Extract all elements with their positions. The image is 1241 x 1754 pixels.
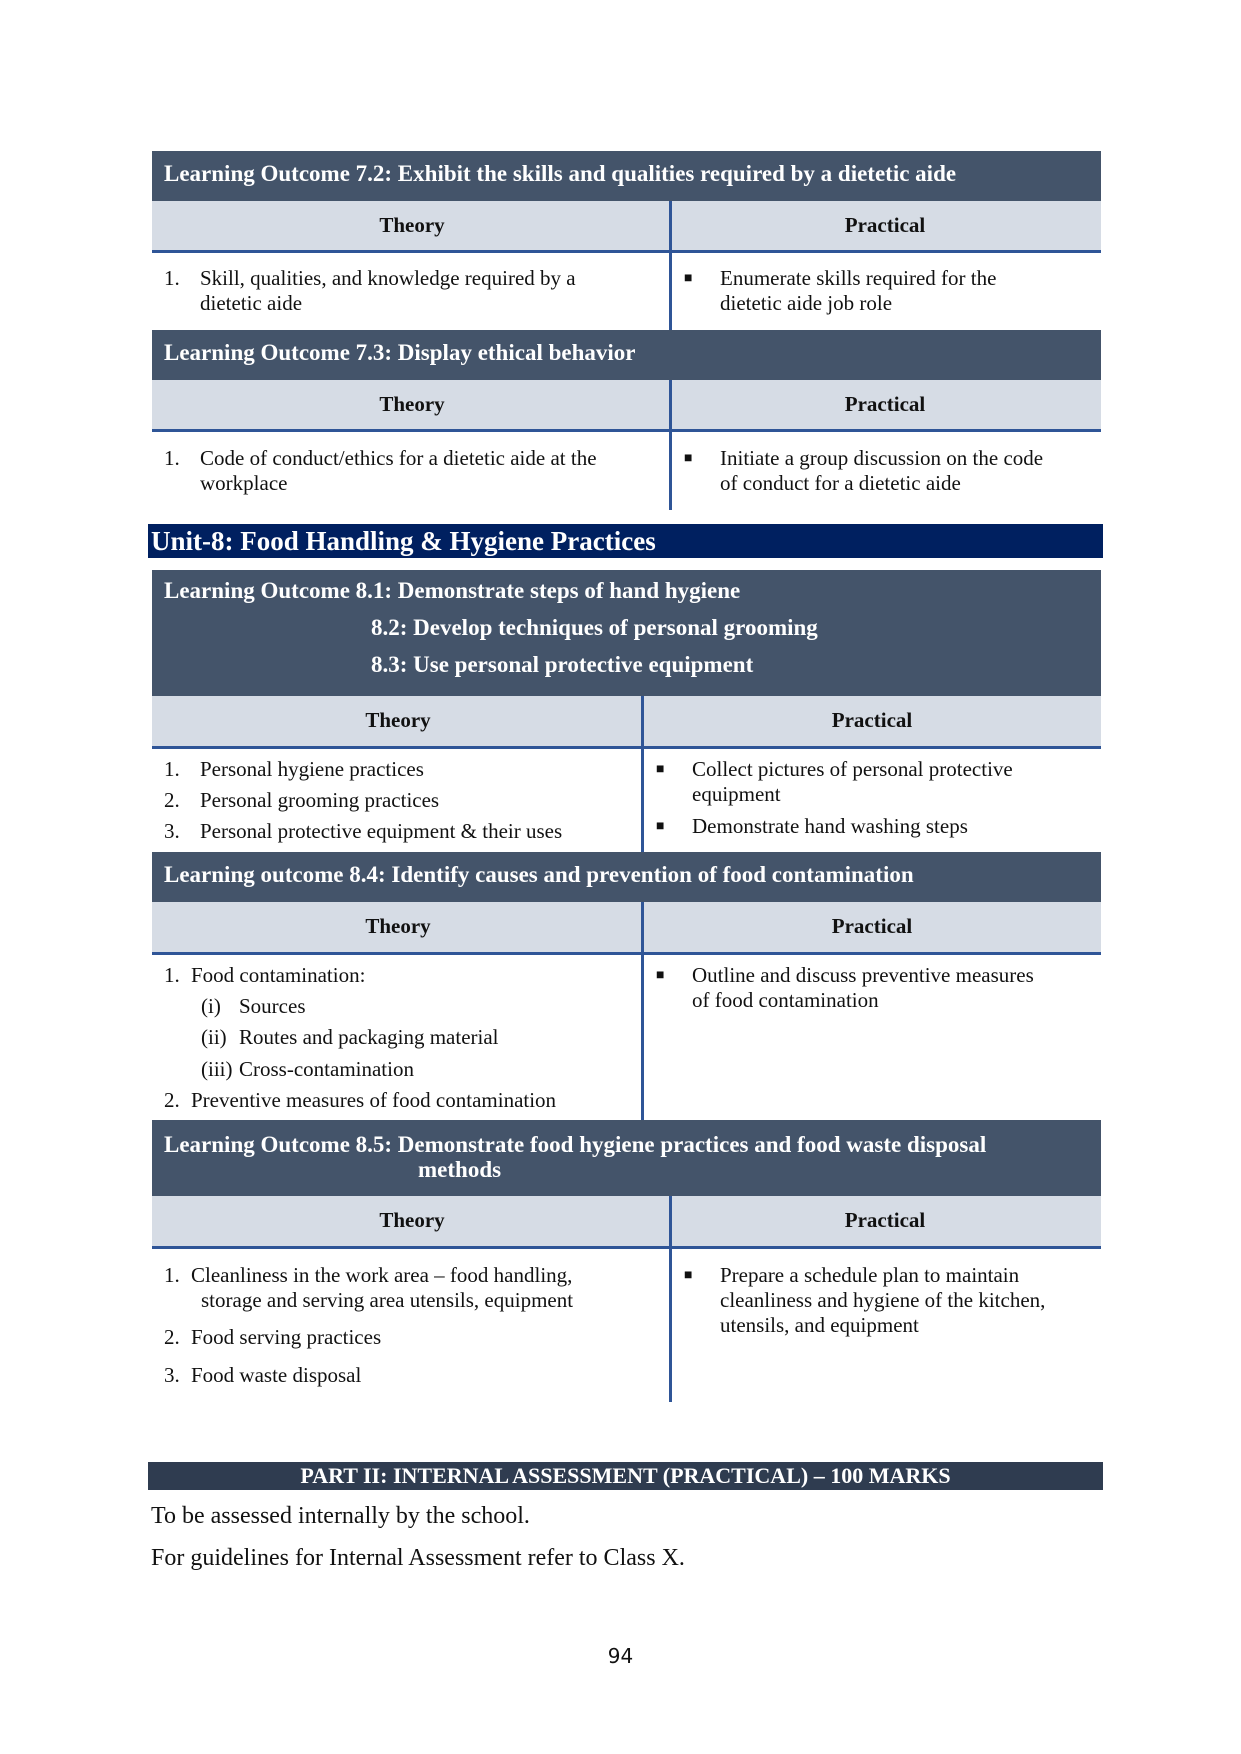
lo84-header xyxy=(152,902,1101,955)
lo85-header xyxy=(152,1196,1101,1249)
list-item: (ii) Routes and packaging material xyxy=(201,1025,499,1049)
practical-header: Practical xyxy=(831,708,913,732)
part2-line1: To be assessed internally by the school. xyxy=(151,1503,530,1529)
lo73-theory: 1. Code of conduct/ethics for a dietetic aide at the workplace xyxy=(152,446,669,506)
list-item: ■ Demonstrate hand washing steps xyxy=(656,814,968,838)
lo72-header xyxy=(152,201,1101,253)
lo72-theory: 1. Skill, qualities, and knowledge required by a dietetic aide xyxy=(152,266,669,326)
lo73-header xyxy=(152,380,1101,432)
lo73-title: Learning Outcome 7.3: Display ethical behavior xyxy=(152,330,1101,380)
list-item: (iii) Cross-contamination xyxy=(201,1057,414,1081)
part2-line2: For guidelines for Internal Assessment refer to Class X. xyxy=(151,1545,685,1571)
list-item: 1. Cleanliness in the work area – food handling, storage and serving area utensils, equipment xyxy=(164,1263,574,1312)
bullet-icon: ■ xyxy=(656,968,665,983)
theory-header: Theory xyxy=(379,213,445,237)
page-number: 94 xyxy=(607,1644,634,1668)
bullet-icon: ■ xyxy=(656,762,665,777)
lo73-practical xyxy=(672,446,1101,506)
part2-title: PART II: INTERNAL ASSESSMENT (PRACTICAL) – 100 MARKS xyxy=(148,1462,1103,1490)
practical-header: Practical xyxy=(844,213,926,237)
lo81-header xyxy=(152,696,1101,749)
practical-header: Practical xyxy=(831,914,913,938)
list-item: Enumerate skills required for the dietetic aide job role xyxy=(720,266,997,315)
list-item: 3. Food waste disposal xyxy=(164,1363,362,1387)
bullet-icon: ■ xyxy=(684,1268,693,1283)
unit8-title: Unit-8: Food Handling & Hygiene Practices xyxy=(148,524,1103,558)
list-item: 1. Personal hygiene practices xyxy=(164,757,424,781)
lo85-theory xyxy=(152,1263,669,1393)
lo85-practical xyxy=(672,1263,1101,1343)
list-item: ■ Collect pictures of personal protective equipment xyxy=(656,757,1013,806)
list-item: Code of conduct/ethics for a dietetic aide at the workplace xyxy=(200,446,597,495)
lo81-practical xyxy=(644,757,1101,852)
list-item: Initiate a group discussion on the code of conduct for a dietetic aide xyxy=(720,446,1044,495)
list-item: 1. Food contamination: xyxy=(164,963,366,987)
list-item: Prepare a schedule plan to maintain cleanliness and hygiene of the kitchen, utensils, and equipment xyxy=(720,1263,1046,1337)
bullet-icon: ■ xyxy=(684,451,693,466)
lo81-title: Learning Outcome 8.1: Demonstrate steps of hand hygiene 8.2: Develop techniques of personal grooming 8.3: Use personal protective equipment xyxy=(152,570,1101,696)
list-item: Skill, qualities, and knowledge required by a dietetic aide xyxy=(200,266,576,315)
theory-header: Theory xyxy=(365,708,431,732)
list-item: 2. Preventive measures of food contamination xyxy=(164,1088,557,1112)
list-item: Outline and discuss preventive measures of food contamination xyxy=(692,963,1034,1012)
list-item: 2. Food serving practices xyxy=(164,1325,382,1349)
bullet-icon: ■ xyxy=(684,271,693,286)
practical-header: Practical xyxy=(844,1208,926,1232)
lo84-theory xyxy=(152,963,641,1120)
practical-header: Practical xyxy=(844,392,926,416)
list-item: 2. Personal grooming practices xyxy=(164,788,440,812)
theory-header: Theory xyxy=(379,1208,445,1232)
lo72-practical xyxy=(672,266,1101,326)
theory-header: Theory xyxy=(365,914,431,938)
lo72-title: Learning Outcome 7.2: Exhibit the skills and qualities required by a dietetic aide xyxy=(152,151,1101,201)
lo81-theory xyxy=(152,757,641,852)
lo85-title: Learning Outcome 8.5: Demonstrate food hygiene practices and food waste disposal methods xyxy=(152,1120,1101,1196)
bullet-icon: ■ xyxy=(656,819,665,834)
lo84-title: Learning outcome 8.4: Identify causes and prevention of food contamination xyxy=(152,852,1101,902)
list-item: 3. Personal protective equipment & their uses xyxy=(164,819,563,843)
theory-header: Theory xyxy=(379,392,445,416)
list-item: (i) Sources xyxy=(201,994,306,1018)
lo84-practical xyxy=(644,963,1101,1023)
